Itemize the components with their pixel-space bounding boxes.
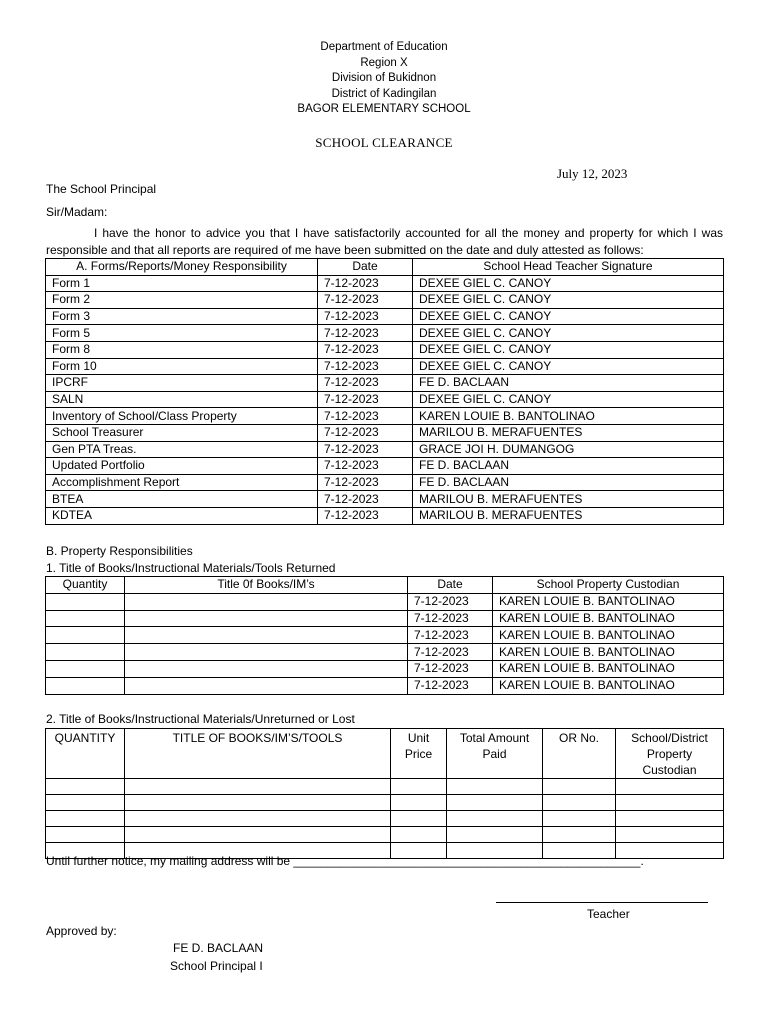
table-row — [46, 424, 724, 441]
table-cell: Accomplishment Report — [46, 474, 318, 491]
table-cell — [125, 827, 391, 843]
table-cell: 7-12-2023 — [408, 677, 493, 694]
table-row — [46, 491, 724, 508]
header-division: Division of Bukidnon — [331, 72, 437, 84]
table-cell — [46, 779, 125, 795]
table-cell: 7-12-2023 — [408, 593, 493, 610]
table-row — [46, 375, 724, 392]
table-cell: 7-12-2023 — [318, 391, 413, 408]
table-cell: Form 1 — [46, 275, 318, 292]
salutation: Sir/Madam: — [46, 205, 108, 219]
table-cell: DEXEE GIEL C. CANOY — [413, 391, 724, 408]
body-text: I have the honor to advice you that I have satisfactorily accounted for all the money and property for which I was responsible and that all reports are required of me have been submitted on the date and duly attested as follows: — [46, 226, 723, 257]
column-header: Unit Price — [391, 729, 447, 779]
table-cell: Form 2 — [46, 292, 318, 309]
table-cell: KDTEA — [46, 507, 318, 524]
table-cell: 7-12-2023 — [318, 308, 413, 325]
table-row — [46, 441, 724, 458]
table-row — [46, 507, 724, 524]
table-cell: FE D. BACLAAN — [413, 458, 724, 475]
table-cell: KAREN LOUIE B. BANTOLINAO — [493, 677, 724, 694]
table-cell — [125, 610, 408, 627]
principal-name: FE D. BACLAAN — [173, 941, 264, 955]
table-cell — [46, 644, 125, 661]
table-cell: 7-12-2023 — [408, 610, 493, 627]
column-header: A. Forms/Reports/Money Responsibility — [46, 259, 318, 276]
table-cell: KAREN LOUIE B. BANTOLINAO — [493, 644, 724, 661]
table-cell: DEXEE GIEL C. CANOY — [413, 308, 724, 325]
table-cell: Form 5 — [46, 325, 318, 342]
table-cell: Inventory of School/Class Property — [46, 408, 318, 425]
table-cell — [46, 827, 125, 843]
table-cell: MARILOU B. MERAFUENTES — [413, 491, 724, 508]
table-cell — [543, 795, 616, 811]
forms-reports-table — [45, 258, 724, 525]
table-cell: MARILOU B. MERAFUENTES — [413, 424, 724, 441]
table-header-row — [46, 577, 724, 594]
table-cell: 7-12-2023 — [318, 491, 413, 508]
table-cell — [46, 660, 125, 677]
table-row — [46, 811, 724, 827]
body-paragraph — [46, 225, 723, 258]
table-cell: 7-12-2023 — [408, 627, 493, 644]
header-school: BAGOR ELEMENTARY SCHOOL — [297, 103, 471, 115]
table-cell — [391, 827, 447, 843]
table-cell — [125, 811, 391, 827]
table-cell: 7-12-2023 — [408, 644, 493, 661]
section-b-sub2: 2. Title of Books/Instructional Materials/Unreturned or Lost — [46, 712, 355, 726]
column-header: School Head Teacher Signature — [413, 259, 724, 276]
table-cell: 7-12-2023 — [318, 424, 413, 441]
table-cell — [46, 795, 125, 811]
section-b-heading: B. Property Responsibilities — [46, 544, 193, 558]
table-cell: DEXEE GIEL C. CANOY — [413, 275, 724, 292]
table-row — [46, 593, 724, 610]
table-cell: SALN — [46, 391, 318, 408]
table-cell: FE D. BACLAAN — [413, 474, 724, 491]
signature-role: Teacher — [587, 907, 630, 921]
table-cell — [543, 779, 616, 795]
table-cell: DEXEE GIEL C. CANOY — [413, 341, 724, 358]
table-row — [46, 779, 724, 795]
column-header: School Property Custodian — [493, 577, 724, 594]
table-cell: 7-12-2023 — [318, 375, 413, 392]
table-cell — [391, 795, 447, 811]
table-cell — [125, 593, 408, 610]
table-cell: Form 8 — [46, 341, 318, 358]
table-cell: 7-12-2023 — [318, 341, 413, 358]
table-row — [46, 644, 724, 661]
table-row — [46, 341, 724, 358]
table-cell — [616, 779, 724, 795]
table-cell — [46, 610, 125, 627]
table-row — [46, 325, 724, 342]
table-cell — [125, 779, 391, 795]
table-row — [46, 474, 724, 491]
table-cell: FE D. BACLAAN — [413, 375, 724, 392]
table-cell — [125, 677, 408, 694]
table-cell: 7-12-2023 — [318, 408, 413, 425]
table-row — [46, 610, 724, 627]
table-cell: 7-12-2023 — [318, 474, 413, 491]
table-cell — [543, 811, 616, 827]
column-header: QUANTITY — [46, 729, 125, 779]
table-cell — [616, 811, 724, 827]
table-row — [46, 677, 724, 694]
table-cell — [616, 827, 724, 843]
table-cell: DEXEE GIEL C. CANOY — [413, 325, 724, 342]
document-title: SCHOOL CLEARANCE — [315, 135, 453, 150]
table-cell — [447, 811, 543, 827]
table-row — [46, 408, 724, 425]
table-row — [46, 795, 724, 811]
table-cell — [447, 827, 543, 843]
table-cell — [391, 779, 447, 795]
column-header: Quantity — [46, 577, 125, 594]
table-row — [46, 308, 724, 325]
table-cell — [46, 593, 125, 610]
table-cell — [46, 627, 125, 644]
table-cell — [447, 779, 543, 795]
column-header: Date — [318, 259, 413, 276]
table-cell: KAREN LOUIE B. BANTOLINAO — [493, 593, 724, 610]
returned-items-table — [45, 576, 724, 695]
table-cell: 7-12-2023 — [408, 660, 493, 677]
table-cell — [125, 627, 408, 644]
document-date: July 12, 2023 — [557, 166, 628, 181]
table-cell — [447, 795, 543, 811]
table-cell: KAREN LOUIE B. BANTOLINAO — [493, 660, 724, 677]
column-header: Title 0f Books/IM’s — [125, 577, 408, 594]
table-row — [46, 458, 724, 475]
table-cell: DEXEE GIEL C. CANOY — [413, 292, 724, 309]
table-cell: 7-12-2023 — [318, 292, 413, 309]
header-region: Region X — [360, 56, 408, 69]
table-cell — [46, 677, 125, 694]
table-cell — [125, 660, 408, 677]
table-header-row — [46, 259, 724, 276]
column-header: TITLE OF BOOKS/IM’S/TOOLS — [125, 729, 391, 779]
table-cell: 7-12-2023 — [318, 358, 413, 375]
header-district: District of Kadingilan — [331, 87, 437, 100]
table-cell: Form 10 — [46, 358, 318, 375]
table-row — [46, 627, 724, 644]
table-cell — [125, 795, 391, 811]
mailing-address-line: Until further notice, my mailing address will be ____________________________________________________. — [46, 854, 644, 868]
table-row — [46, 292, 724, 309]
table-cell: 7-12-2023 — [318, 507, 413, 524]
table-cell: MARILOU B. MERAFUENTES — [413, 507, 724, 524]
table-cell — [543, 827, 616, 843]
approved-by-label: Approved by: — [46, 924, 117, 938]
principal-title: School Principal I — [170, 959, 263, 973]
column-header: OR No. — [543, 729, 616, 779]
section-b-sub1: 1. Title of Books/Instructional Materials/Tools Returned — [46, 561, 336, 575]
table-cell: School Treasurer — [46, 424, 318, 441]
table-row — [46, 358, 724, 375]
table-cell: Form 3 — [46, 308, 318, 325]
table-cell: IPCRF — [46, 375, 318, 392]
table-cell: Updated Portfolio — [46, 458, 318, 475]
table-cell — [616, 795, 724, 811]
table-cell: KAREN LOUIE B. BANTOLINAO — [413, 408, 724, 425]
header-department: Department of Education — [320, 41, 448, 53]
table-cell — [125, 644, 408, 661]
table-cell: 7-12-2023 — [318, 275, 413, 292]
table-cell: KAREN LOUIE B. BANTOLINAO — [493, 610, 724, 627]
table-row — [46, 827, 724, 843]
table-cell: BTEA — [46, 491, 318, 508]
column-header: Total Amount Paid — [447, 729, 543, 779]
table-cell: DEXEE GIEL C. CANOY — [413, 358, 724, 375]
unreturned-items-table — [45, 728, 724, 859]
table-cell — [391, 811, 447, 827]
column-header: School/District Property Custodian — [616, 729, 724, 779]
table-row — [46, 391, 724, 408]
table-row — [46, 660, 724, 677]
column-header: Date — [408, 577, 493, 594]
addressee: The School Principal — [46, 182, 157, 196]
table-header-row — [46, 729, 724, 779]
table-cell: KAREN LOUIE B. BANTOLINAO — [493, 627, 724, 644]
table-cell: 7-12-2023 — [318, 441, 413, 458]
signature-line — [496, 902, 708, 903]
table-row — [46, 275, 724, 292]
table-cell — [46, 811, 125, 827]
table-cell: Gen PTA Treas. — [46, 441, 318, 458]
table-cell: 7-12-2023 — [318, 325, 413, 342]
table-cell: GRACE JOI H. DUMANGOG — [413, 441, 724, 458]
table-cell: 7-12-2023 — [318, 458, 413, 475]
